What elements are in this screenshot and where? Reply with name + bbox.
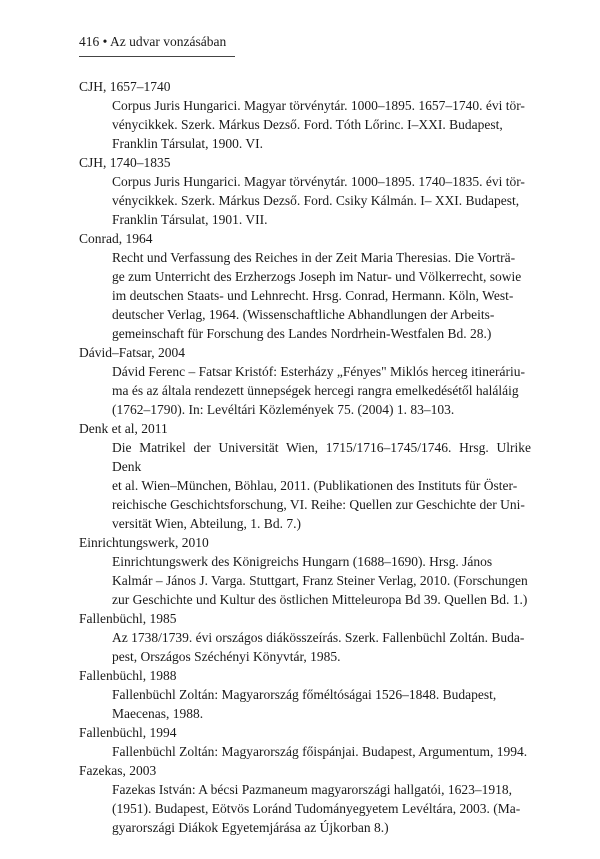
bib-entry-line: Recht und Verfassung des Reiches in der Zeit Maria Theresias. Die Vorträ- xyxy=(112,250,516,265)
bib-entry-line: versität Wien, Abteilung, 1. Bd. 7.) xyxy=(112,516,301,531)
bib-entry xyxy=(79,533,531,609)
bib-entry-line: im deutschen Staats- und Lehnrecht. Hrsg. Conrad, Hermann. Köln, West- xyxy=(112,288,514,303)
bib-entry-line: Corpus Juris Hungarici. Magyar törvénytár. 1000–1895. 1657–1740. évi tör- xyxy=(112,98,525,113)
bib-entry-line: (1762–1790). In: Levéltári Közlemények 75. (2004) 1. 83–103. xyxy=(112,402,455,417)
bib-entry-line: Corpus Juris Hungarici. Magyar törvénytár. 1000–1895. 1740–1835. évi tör- xyxy=(112,174,525,189)
bib-entry xyxy=(79,343,531,419)
bib-entry-key: Einrichtungswerk, 2010 xyxy=(79,535,209,550)
bib-entry-line: ma és az általa rendezett ünnepségek hercegi rangra emelkedésétől haláláig xyxy=(112,383,519,398)
bib-entry xyxy=(79,153,531,229)
bib-entry-key: Fazekas, 2003 xyxy=(79,763,157,778)
bib-entry-line: Az 1738/1739. évi országos diákösszeírás. Szerk. Fallenbüchl Zoltán. Buda- xyxy=(112,630,525,645)
bib-entry-key: Fallenbüchl, 1985 xyxy=(79,611,177,626)
bib-entry-line: (1951). Budapest, Eötvös Loránd Tudományegyetem Levéltára, 2003. (Ma- xyxy=(112,801,521,816)
bib-entry-line: pest, Országos Széchényi Könyvtár, 1985. xyxy=(112,649,341,664)
bib-entry-key: Conrad, 1964 xyxy=(79,231,153,246)
running-title: Az udvar vonzásában xyxy=(110,34,227,49)
bib-entry-key: Denk et al, 2011 xyxy=(79,421,168,436)
bib-entry xyxy=(79,609,531,666)
bib-entry-key: Dávid–Fatsar, 2004 xyxy=(79,345,185,360)
bib-entry-line: ge zum Unterricht des Erzherzogs Joseph im Natur- und Völkerrecht, sowie xyxy=(112,269,522,284)
bib-entry-line: Fallenbüchl Zoltán: Magyarország főméltóságai 1526–1848. Budapest, xyxy=(112,687,497,702)
bib-entry-line: Maecenas, 1988. xyxy=(112,706,204,721)
bib-entry xyxy=(79,77,531,153)
bib-entry-line: Kalmár – János J. Varga. Stuttgart, Franz Steiner Verlag, 2010. (Forschungen xyxy=(112,573,528,588)
bib-entry-line: gemeinschaft für Forschung des Landes Nordrhein-Westfalen Bd. 28.) xyxy=(112,326,492,341)
bib-entry-key: CJH, 1740–1835 xyxy=(79,155,171,170)
bib-entry-line: Franklin Társulat, 1900. VI. xyxy=(112,136,263,151)
bib-entry-line: et al. Wien–München, Böhlau, 2011. (Publikationen des Instituts für Öster- xyxy=(112,478,518,493)
bibliography-list xyxy=(79,77,531,837)
bib-entry-line: reichische Geschichtsforschung, VI. Reihe: Quellen zur Geschichte der Uni- xyxy=(112,497,525,512)
bib-entry-line: Fallenbüchl Zoltán: Magyarország főispánjai. Budapest, Argumentum, 1994. xyxy=(112,744,528,759)
bib-entry xyxy=(79,666,531,723)
running-header xyxy=(79,34,226,50)
bib-entry xyxy=(79,229,531,343)
header-rule xyxy=(79,56,235,57)
bib-entry-key: Fallenbüchl, 1988 xyxy=(79,668,177,683)
bib-entry-line: vénycikkek. Szerk. Márkus Dezső. Ford. Csiky Kálmán. I– XXI. Budapest, xyxy=(112,193,520,208)
bib-entry xyxy=(79,419,531,533)
bib-entry xyxy=(79,761,531,837)
bib-entry-line: gyarországi Diákok Egyetemjárása az Újkorban 8.) xyxy=(112,820,389,835)
bib-entry-line: Einrichtungswerk des Königreichs Hungarn (1688–1690). Hrsg. János xyxy=(112,554,493,569)
bib-entry xyxy=(79,723,531,761)
bib-entry-line: vénycikkek. Szerk. Márkus Dezső. Ford. Tóth Lőrinc. I–XXI. Budapest, xyxy=(112,117,503,132)
bib-entry-key: Fallenbüchl, 1994 xyxy=(79,725,177,740)
bib-entry-line: zur Geschichte und Kultur des östlichen Mitteleuropa Bd 39. Quellen Bd. 1.) xyxy=(112,592,528,607)
bib-entry-line: deutscher Verlag, 1964. (Wissenschaftliche Abhandlungen der Arbeits- xyxy=(112,307,495,322)
bib-entry-line: Die Matrikel der Universität Wien, 1715/1716–1745/1746. Hrsg. Ulrike Denk xyxy=(112,440,531,474)
bib-entry-line: Dávid Ferenc – Fatsar Kristóf: Esterházy „Fényes" Miklós herceg itinerárіu- xyxy=(112,364,526,379)
bib-entry-line: Fazekas István: A bécsi Pazmaneum magyarországi hallgatói, 1623–1918, xyxy=(112,782,513,797)
bib-entry-key: CJH, 1657–1740 xyxy=(79,79,171,94)
bib-entry-line: Franklin Társulat, 1901. VII. xyxy=(112,212,268,227)
page-number: 416 xyxy=(79,34,100,49)
header-separator: • xyxy=(102,34,108,49)
